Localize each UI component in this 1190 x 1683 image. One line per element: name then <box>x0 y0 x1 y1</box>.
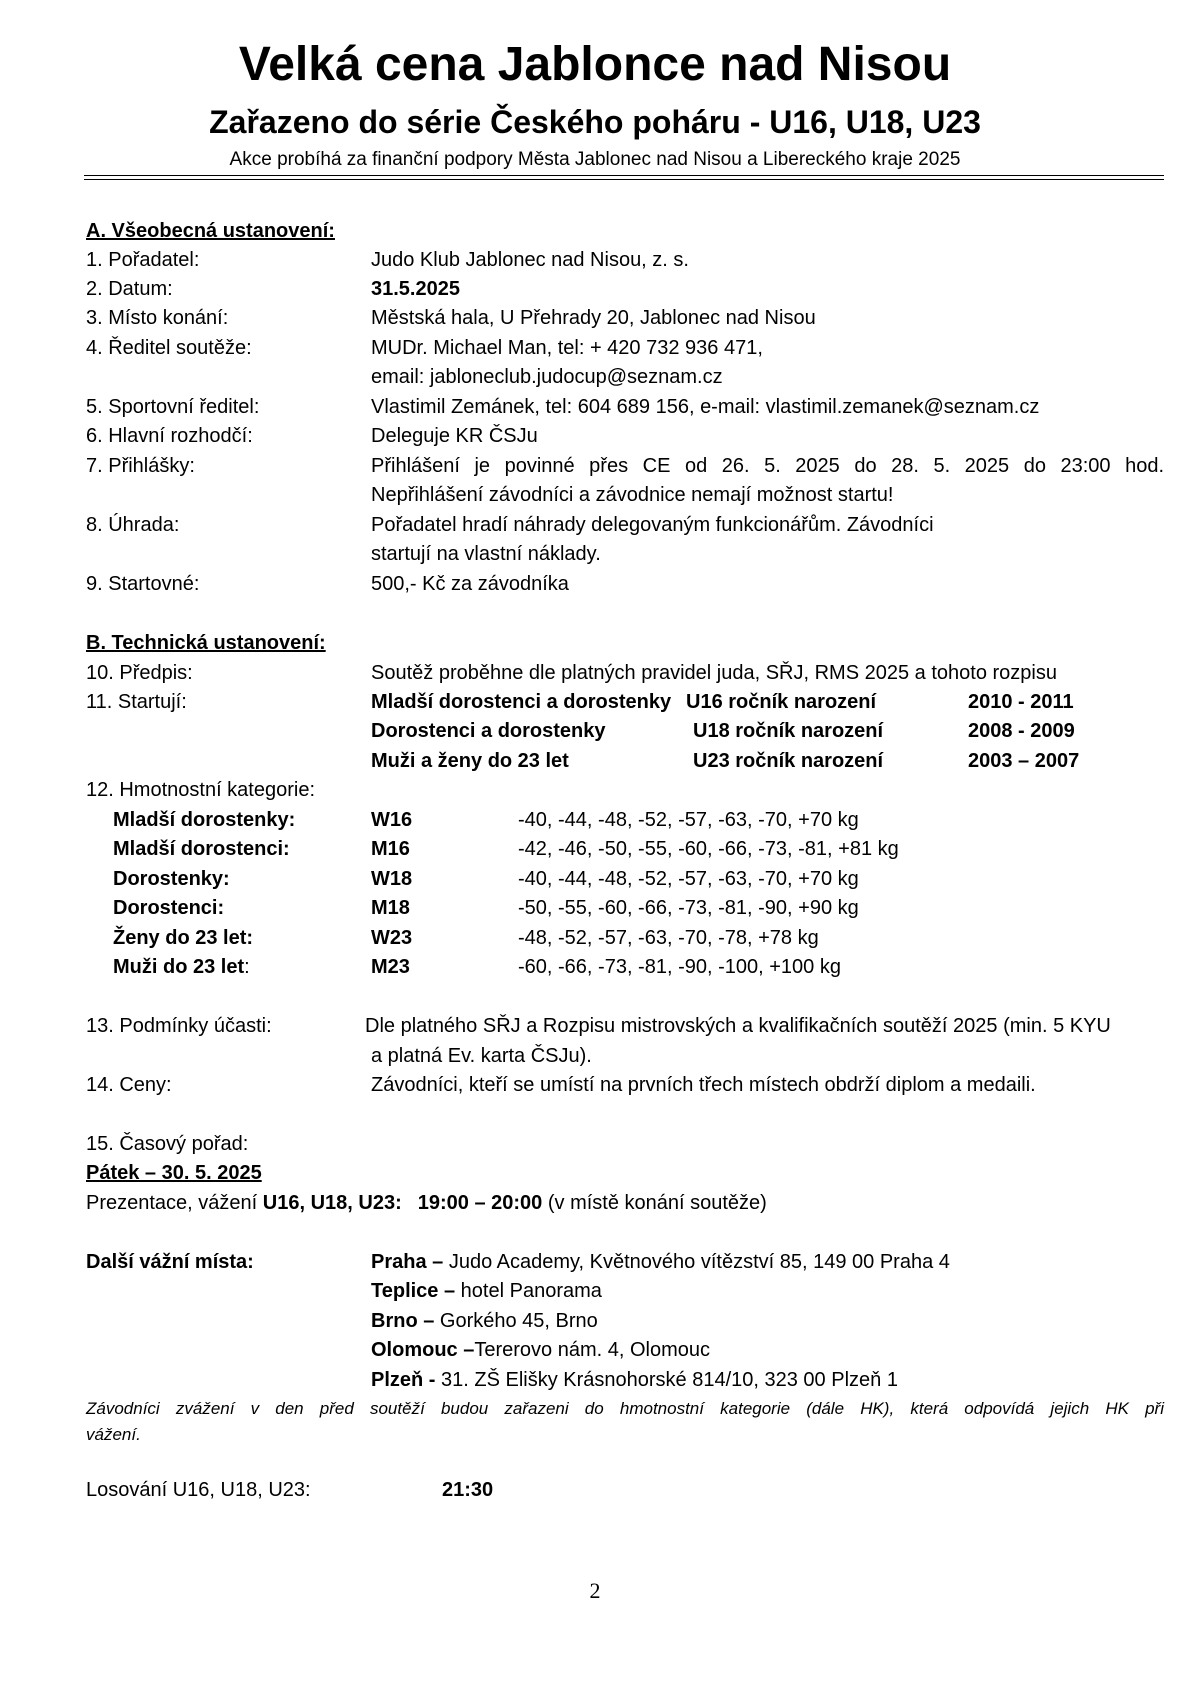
participant-years: 2010 - 2011 <box>968 691 1074 713</box>
sport-director-value: Vlastimil Zemánek, tel: 604 689 156, e-mail: vlastimil.zemanek@seznam.cz <box>371 396 1040 418</box>
weighin-place <box>371 1337 710 1363</box>
weighin-place <box>371 1249 950 1275</box>
weight-group-name: Muži do 23 let <box>113 956 245 978</box>
entries-note: Nepřihlášení závodníci a závodnice nemají možnost startu! <box>371 484 894 506</box>
fee-label: 9. Startovné: <box>86 573 200 595</box>
weight-group-values: -42, -46, -50, -55, -60, -66, -73, -81, +81 kg <box>518 838 899 860</box>
weighin-place-city: Teplice – <box>371 1280 456 1302</box>
participant-category: U18 ročník narození <box>693 720 884 742</box>
draw-time: 21:30 <box>442 1479 494 1501</box>
weight-categories-label: 12. Hmotnostní kategorie: <box>86 779 316 801</box>
participant-group: Muži a ženy do 23 let <box>371 750 569 772</box>
weighin-place-address: Tererovo nám. 4, Olomouc <box>474 1339 711 1361</box>
venue-label: 3. Místo konání: <box>86 307 229 329</box>
draw-label: Losování U16, U18, U23: <box>86 1479 311 1501</box>
entries-value: Přihlášení je povinné přes CE od 26. 5. 2025 do 28. 5. 2025 do 23:00 hod. <box>371 455 1164 477</box>
weighin-suffix: (v místě konání soutěže) <box>542 1192 767 1214</box>
sport-director-label: 5. Sportovní ředitel: <box>86 396 260 418</box>
director-email: email: jabloneclub.judocup@seznam.cz <box>371 366 723 388</box>
weight-group-values: -48, -52, -57, -63, -70, -78, +78 kg <box>518 927 819 949</box>
weighin-note-cont: vážení. <box>86 1425 141 1444</box>
support-note: Akce probíhá za finanční podpory Města Jablonec nad Nisou a Libereckého kraje 2025 <box>229 149 961 170</box>
weight-group-name-wrap <box>113 954 250 980</box>
conditions-label: 13. Podmínky účasti: <box>86 1015 272 1037</box>
weight-group-code: W23 <box>371 927 413 949</box>
schedule-label: 15. Časový pořad: <box>86 1133 249 1155</box>
weight-group-values: -60, -66, -73, -81, -90, -100, +100 kg <box>518 956 841 978</box>
rules-value: Soutěž proběhne dle platných pravidel juda, SŘJ, RMS 2025 a tohoto rozpisu <box>371 662 1057 684</box>
weighin-place-city: Plzeň - <box>371 1369 436 1391</box>
weight-group-code: W16 <box>371 809 413 831</box>
weight-group-code: M23 <box>371 956 410 978</box>
weight-group-name: Mladší dorostenky: <box>113 809 296 831</box>
section-a-heading: A. Všeobecná ustanovení: <box>86 220 335 242</box>
participant-group: Mladší dorostenci a dorostenky <box>371 691 672 713</box>
weight-group-name: Dorostenci: <box>113 897 225 919</box>
payment-value: Pořadatel hradí náhrady delegovaným funkcionářům. Závodníci <box>371 514 934 536</box>
weight-group-name: Dorostenky: <box>113 868 230 890</box>
weighin-place-address: hotel Panorama <box>455 1280 602 1302</box>
conditions-value: Dle platného SŘJ a Rozpisu mistrovských a kvalifikačních soutěží 2025 (min. 5 KYU <box>365 1015 1111 1037</box>
organizer-label: 1. Pořadatel: <box>86 249 200 271</box>
entries-label: 7. Přihlášky: <box>86 455 195 477</box>
weighin-place <box>371 1308 598 1334</box>
payment-value-cont: startují na vlastní náklady. <box>371 543 601 565</box>
weighin-place-city: Praha – <box>371 1251 444 1273</box>
conditions-value-cont: a platná Ev. karta ČSJu). <box>371 1045 592 1067</box>
weighin-place-city: Olomouc – <box>371 1339 475 1361</box>
participant-category: U23 ročník narození <box>693 750 884 772</box>
weighin-place-city: Brno – <box>371 1310 435 1332</box>
weight-group-name: Ženy do 23 let: <box>113 927 254 949</box>
weighin-place <box>371 1278 602 1304</box>
weight-group-values: -50, -55, -60, -66, -73, -81, -90, +90 kg <box>518 897 859 919</box>
weighin-place <box>371 1367 898 1393</box>
weighin-time: 19:00 – 20:00 <box>417 1192 543 1214</box>
page-number: 2 <box>589 1578 601 1603</box>
prizes-value: Závodníci, kteří se umístí na prvních třech místech obdrží diplom a medaili. <box>371 1074 1036 1096</box>
weight-group-code: W18 <box>371 868 413 890</box>
date-label: 2. Datum: <box>86 278 173 300</box>
rules-label: 10. Předpis: <box>86 662 193 684</box>
document-subtitle: Zařazeno do série Českého poháru - U16, U18, U23 <box>209 104 981 140</box>
document-title: Velká cena Jablonce nad Nisou <box>238 38 952 91</box>
director-label: 4. Ředitel soutěže: <box>86 337 252 359</box>
weighin-place-address: 31. ZŠ Elišky Krásnohorské 814/10, 323 00 Plzeň 1 <box>435 1369 898 1391</box>
other-weighin-label: Další vážní místa: <box>86 1251 254 1273</box>
section-b-heading: B. Technická ustanovení: <box>86 632 326 654</box>
weight-group-code: M18 <box>371 897 410 919</box>
weighin-prefix: Prezentace, vážení <box>86 1192 263 1214</box>
prizes-label: 14. Ceny: <box>86 1074 172 1096</box>
weighin-categories: U16, U18, U23: <box>262 1192 402 1214</box>
director-value: MUDr. Michael Man, tel: + 420 732 936 471, <box>371 337 763 359</box>
participant-group: Dorostenci a dorostenky <box>371 720 606 742</box>
participants-label: 11. Startují: <box>86 691 187 713</box>
weight-group-values: -40, -44, -48, -52, -57, -63, -70, +70 kg <box>518 868 859 890</box>
organizer-value: Judo Klub Jablonec nad Nisou, z. s. <box>371 249 689 271</box>
fee-value: 500,- Kč za závodníka <box>371 573 569 595</box>
referee-label: 6. Hlavní rozhodčí: <box>86 425 253 447</box>
header-divider-bottom <box>84 179 1164 180</box>
weighin-note: Závodníci zvážení v den před soutěží budou zařazeni do hmotnostní kategorie (dále HK), která odpovídá jejich HK při <box>86 1399 1164 1418</box>
participant-years: 2008 - 2009 <box>968 720 1075 742</box>
weighin-place-address: Gorkého 45, Brno <box>434 1310 598 1332</box>
weight-group-values: -40, -44, -48, -52, -57, -63, -70, +70 kg <box>518 809 859 831</box>
weighin-line <box>86 1190 767 1216</box>
date-value: 31.5.2025 <box>371 278 460 300</box>
weight-group-name: Mladší dorostenci: <box>113 838 290 860</box>
weighin-place-address: Judo Academy, Květnového vítězství 85, 149 00 Praha 4 <box>443 1251 950 1273</box>
schedule-day: Pátek – 30. 5. 2025 <box>86 1162 262 1184</box>
weight-group-code: M16 <box>371 838 410 860</box>
weight-group-name-colon: : <box>244 956 250 978</box>
participant-category: U16 ročník narození <box>686 691 877 713</box>
header-divider-top <box>84 175 1164 176</box>
venue-value: Městská hala, U Přehrady 20, Jablonec nad Nisou <box>371 307 816 329</box>
participant-years: 2003 – 2007 <box>968 750 1080 772</box>
payment-label: 8. Úhrada: <box>86 514 180 536</box>
referee-value: Deleguje KR ČSJu <box>371 425 538 447</box>
